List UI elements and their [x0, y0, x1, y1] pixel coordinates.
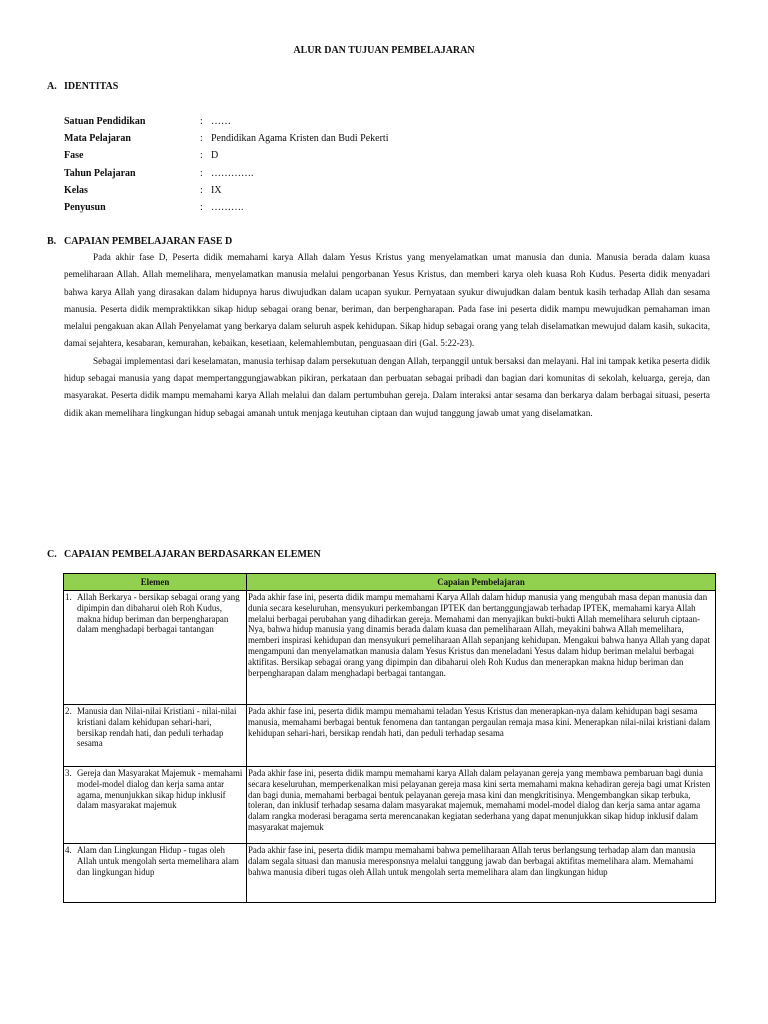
identity-value: ………. — [211, 202, 244, 214]
identity-row — [64, 182, 388, 199]
identity-label: Mata Pelajaran — [64, 133, 131, 145]
column-header-capaian: Capaian Pembelajaran — [247, 574, 716, 591]
table-header-row — [64, 574, 716, 591]
table-row — [64, 767, 716, 844]
identity-value: Pendidikan Agama Kristen dan Budi Pekerti — [211, 133, 389, 145]
elements-table — [63, 573, 716, 903]
identity-row — [64, 199, 388, 216]
section-a-title: IDENTITAS — [64, 81, 119, 92]
element-text: Alam dan Lingkungan Hidup - tugas oleh Allah untuk mengolah serta memelihara alam dan lingkungan hidup — [77, 845, 239, 877]
section-b-heading — [47, 236, 232, 247]
identity-list — [64, 113, 388, 216]
column-header-elemen: Elemen — [64, 574, 247, 591]
element-text: Allah Berkarya - bersikap sebagai orang yang dipimpin dan dibaharui oleh Roh Kudus, makna hidup beriman dan berpengharapan dalam menghadapi berbagai tantangan — [77, 592, 240, 635]
capaian-cell: Pada akhir fase ini, peserta didik mampu memahami Karya Allah dalam hidup manusia yang mengubah masa depan manusia dan dunia secara keseluruhan, mensyukuri perkembangan IPTEK dan bertanggungjawab terhadap IPTEK, memahami karya Allah melalui berbagai perubahan yang dihadirkan gereja. Memahami dan menyajikan bukti-bukti Allah memelihara seluruh ciptaan-Nya, bahwa hidup manusia yang dinamis berada dalam kuasa dan pemeliharaan Allah, meyakini bahwa Allah memelihara, memberi inspirasi kehidupan dan mensyukuri pemeliharaan Allah sepanjang kehidupan. Mengakui bahwa hanya Allah yang dapat mengampuni dan menyelamatkan manusia dalam Yesus Kristus dan meneladani Yesus dalam hidup beriman melalui berbagai aktifitas. Bersikap sebagai orang yang dipimpin dan dibaharui oleh Roh Kudus dan menerapkan makna hidup beriman dan berpengharapan dalam menghadapi berbagai tantangan. — [247, 591, 716, 705]
identity-label: Penyusun — [64, 202, 106, 214]
identity-colon: : — [200, 133, 203, 145]
identity-value: …………. — [211, 167, 254, 179]
identity-colon: : — [200, 202, 203, 214]
capaian-cell: Pada akhir fase ini, peserta didik mampu memahami karya Allah dalam pelayanan gereja yang membawa pembaruan bagi dunia secara keseluruhan, memperkenalkan misi pelayanan gereja masa kini serta memahami makna kehadiran gereja bagi umat Kristen dan bagi dunia, memahami berbagai bentuk pelayanan gereja masa kini dan mengkritisinya. Mengembangkan sikap terbuka, toleran, dan inklusif terhadap sesama dalam masyarakat majemuk, memahami model-model dialog dan kerja sama antar agama dalam rangka moderasi beragama serta merencanakan kegiatan sederhana yang dapat menunjukkan sikap hidup inklusif dalam masyarakat majemuk — [247, 767, 716, 844]
element-text: Manusia dan Nilai-nilai Kristiani - nilai-nilai kristiani dalam kehidupan sehari-hari, bersikap rendah hati, dan peduli terhadap sesama — [77, 706, 237, 749]
element-cell — [64, 767, 247, 844]
page-title: ALUR DAN TUJUAN PEMBELAJARAN — [293, 45, 475, 56]
identity-label: Fase — [64, 150, 84, 162]
identity-label: Tahun Pelajaran — [64, 167, 136, 179]
identity-row — [64, 147, 388, 164]
paragraph: Sebagai implementasi dari keselamatan, manusia terhisap dalam persekutuan dengan Allah, terpanggil untuk bersaksi dan melayani. Hal ini tampak ketika peserta didik hidup sebagai manusia yang dapat mempertanggungjawabkan pikiran, perkataan dan perbuatan sebagai pribadi dan bagian dari komunitas di sekolah, keluarga, gereja, dan masyarakat. Peserta didik mampu memahami karya Allah melalui dan dalam pertumbuhan gereja. Dalam interaksi antar sesama dan berkarya dalam berbagai situasi, peserta didik akan memelihara lingkungan hidup sebagai amanah untuk menjaga keutuhan ciptaan dan wujud tanggung jawab umat yang diselamatkan. — [64, 355, 710, 418]
section-b-body — [64, 249, 710, 422]
identity-row — [64, 130, 388, 147]
identity-label: Kelas — [64, 184, 88, 196]
element-cell — [64, 844, 247, 903]
identity-colon: : — [200, 116, 203, 128]
identity-colon: : — [200, 184, 203, 196]
section-a-heading — [47, 81, 118, 92]
row-number: 4. — [65, 845, 72, 855]
identity-colon: : — [200, 167, 203, 179]
row-number: 3. — [65, 768, 72, 778]
paragraph: Pada akhir fase D, Peserta didik memahami karya Allah dalam Yesus Kristus yang menyelamatkan umat manusia dan dunia. Manusia berada dalam kuasa pemeliharaan Allah. Allah memelihara, menyelamatkan manusia melalui pengorbanan Yesus Kristus, dan memberi karya oleh kuasa Roh Kudus. Peserta didik menyadari bahwa karya Allah yang dirasakan dalam hidupnya harus diwujudkan dalam ucapan syukur. Pernyataan syukur diwujudkan dalam bentuk kasih terhadap Allah dan sesama manusia. Peserta didik mempraktikkan sikap hidup sebagai orang benar, beriman, dan berpengharapan. Pada fase ini peserta didik mampu mewujudkan pemahaman iman melalui pengakuan akan Allah Penyelamat yang berkarya dalam seluruh aspek kehidupan. Sikap hidup sebagai orang yang telah diselamatkan mewujud dalam kasih, sukacita, damai sejahtera, kesabaran, kemurahan, kebaikan, kesetiaan, kelemahlembutan, penguasaan diri (Gal. 5:22-23). — [64, 252, 710, 349]
table-row — [64, 591, 716, 705]
section-a-letter: A. — [47, 81, 57, 92]
row-number: 1. — [65, 592, 72, 602]
identity-value: IX — [211, 184, 222, 196]
capaian-cell: Pada akhir fase ini, peserta didik mampu memahami teladan Yesus Kristus dan menerapkan-nya dalam kehidupan bagi sesama manusia, memahami berbagai bentuk fenomena dan tantangan pergaulan remaja masa kini. Menerapkan nilai-nilai kristiani dalam kehidupan sehari-hari, bersikap rendah hati, dan peduli terhadap sesama — [247, 705, 716, 767]
section-c-letter: C. — [47, 549, 57, 560]
capaian-cell: Pada akhir fase ini, peserta didik mampu memahami bahwa pemeliharaan Allah terus berlangsung terhadap alam dan manusia dalam segala situasi dan manusia meresponsnya melalui tanggung jawab dan berbagai aktifitas memelihara alam. Memahami bahwa manusia diberi tugas oleh Allah untuk mengolah serta memelihara alam dan lingkungan hidup — [247, 844, 716, 903]
identity-row — [64, 113, 388, 130]
element-cell — [64, 591, 247, 705]
identity-colon: : — [200, 150, 203, 162]
table-row — [64, 844, 716, 903]
section-b-letter: B. — [47, 236, 57, 247]
identity-value: …… — [211, 116, 231, 128]
table-row — [64, 705, 716, 767]
section-b-title: CAPAIAN PEMBELAJARAN FASE D — [64, 236, 233, 247]
element-cell — [64, 705, 247, 767]
element-text: Gereja dan Masyarakat Majemuk - memahami model-model dialog dan kerja sama antar agama, menunjukkan sikap hidup inklusif dalam masyarakat majemuk — [77, 768, 243, 811]
identity-label: Satuan Pendidikan — [64, 116, 146, 128]
identity-row — [64, 165, 388, 182]
section-c-heading — [47, 549, 321, 560]
identity-value: D — [211, 150, 219, 162]
section-c-title: CAPAIAN PEMBELAJARAN BERDASARKAN ELEMEN — [64, 549, 321, 560]
row-number: 2. — [65, 706, 72, 716]
